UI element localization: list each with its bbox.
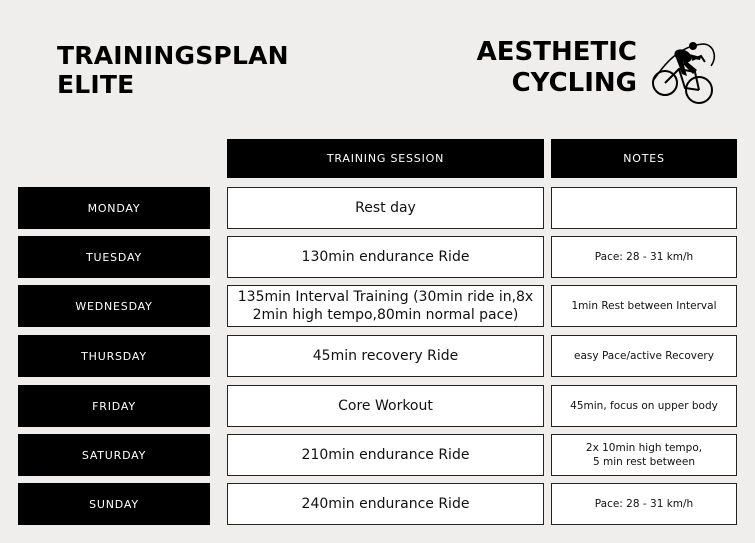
session-cell: 210min endurance Ride <box>227 434 544 476</box>
notes-cell <box>551 187 737 229</box>
brand-name <box>477 37 637 99</box>
session-cell: Core Workout <box>227 385 544 427</box>
session-cell: 240min endurance Ride <box>227 483 544 525</box>
session-cell: Rest day <box>227 187 544 229</box>
notes-cell: 2x 10min high tempo, 5 min rest between <box>551 434 737 476</box>
notes-cell: Pace: 28 - 31 km/h <box>551 236 737 278</box>
session-cell: 130min endurance Ride <box>227 236 544 278</box>
plan-title-line1: TRAININGSPLAN <box>57 41 289 70</box>
day-label: FRIDAY <box>18 385 210 427</box>
day-label: TUESDAY <box>18 236 210 278</box>
header-notes: NOTES <box>551 139 737 178</box>
plan-title-line2: ELITE <box>57 70 135 99</box>
brand-name-line1: AESTHETIC <box>476 37 637 67</box>
session-cell: 45min recovery Ride <box>227 335 544 377</box>
brand-name-line2: CYCLING <box>511 68 637 98</box>
cyclist-icon <box>643 36 723 108</box>
session-cell: 135min Interval Training (30min ride in,8x 2min high tempo,80min normal pace) <box>227 285 544 327</box>
notes-cell: Pace: 28 - 31 km/h <box>551 483 737 525</box>
day-label: WEDNESDAY <box>18 285 210 327</box>
notes-cell: 1min Rest between Interval <box>551 285 737 327</box>
day-label: SUNDAY <box>18 483 210 525</box>
notes-cell: easy Pace/active Recovery <box>551 335 737 377</box>
day-label: SATURDAY <box>18 434 210 476</box>
day-label: THURSDAY <box>18 335 210 377</box>
plan-title <box>57 41 289 99</box>
header-training-session: TRAINING SESSION <box>227 139 544 178</box>
notes-cell: 45min, focus on upper body <box>551 385 737 427</box>
day-label: MONDAY <box>18 187 210 229</box>
